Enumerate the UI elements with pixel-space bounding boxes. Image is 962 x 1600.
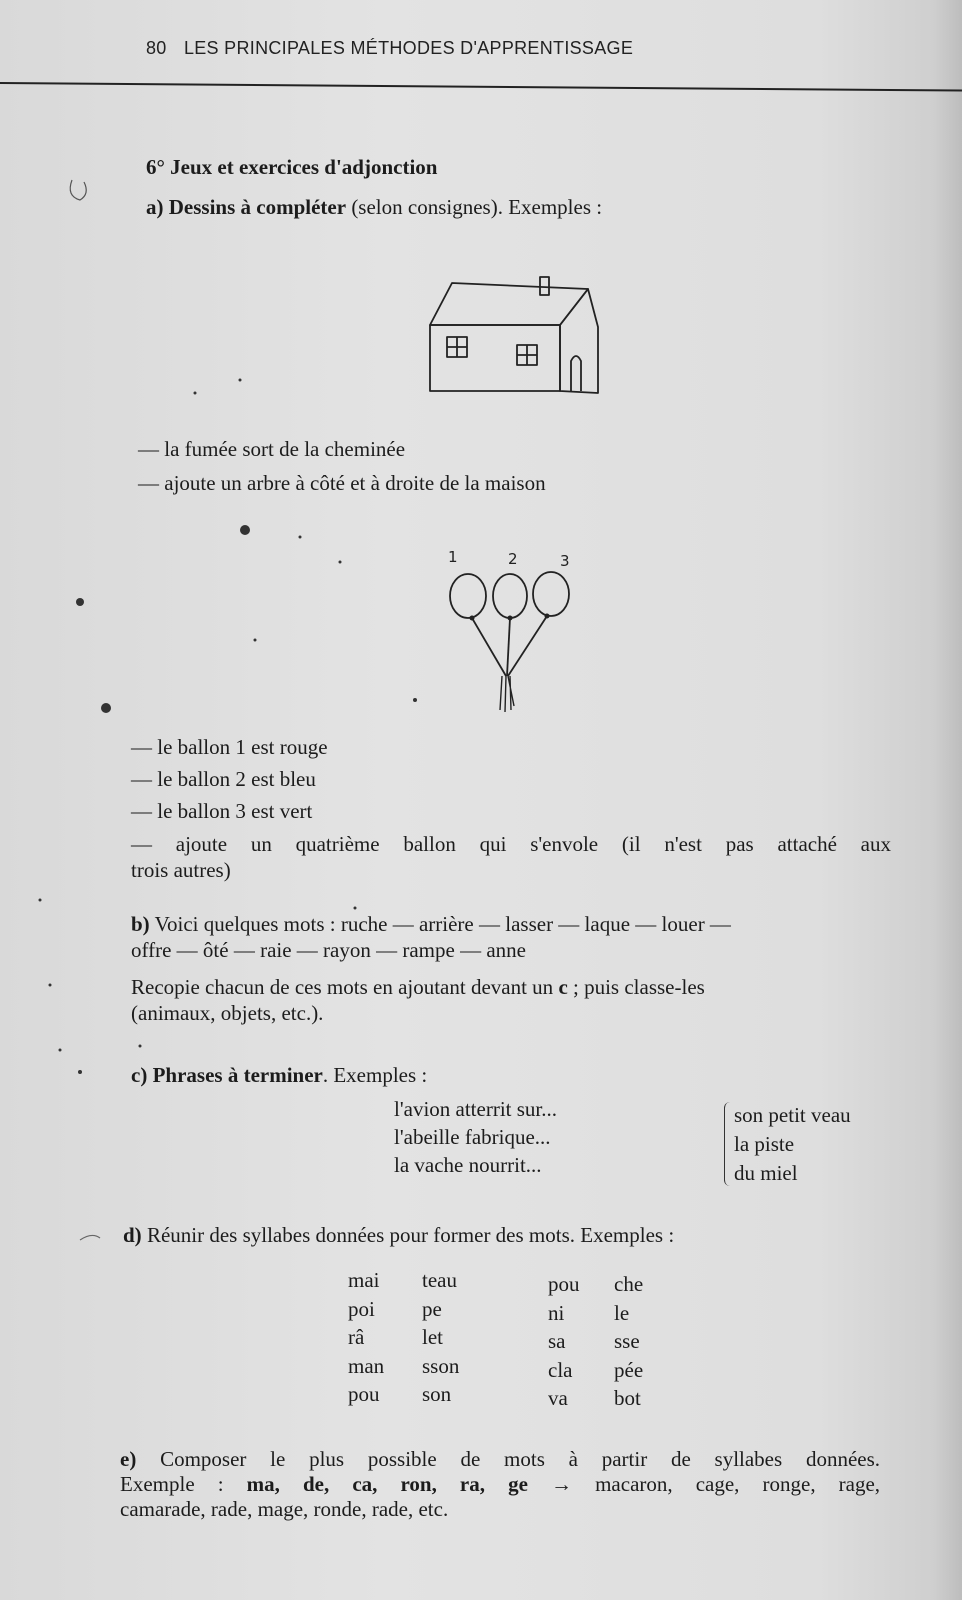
- syllable: teau: [422, 1268, 457, 1292]
- part-a-rest: (selon consignes). Exemples :: [351, 195, 603, 219]
- syllable: le: [614, 1300, 630, 1325]
- part-c-title: Phrases à terminer: [152, 1063, 323, 1087]
- syllable: râ: [348, 1325, 365, 1349]
- syllable: bot: [614, 1386, 641, 1410]
- part-b-instruction-2: (animaux, objets, etc.).: [131, 1001, 324, 1025]
- syllable: va: [548, 1386, 568, 1410]
- page-number: 80: [146, 38, 167, 58]
- fourth-balloon-line-2: trois autres): [131, 858, 231, 882]
- fourth-balloon-line-1: — ajoute un quatrième ballon qui s'envole (il n'est pas attaché aux: [131, 832, 891, 856]
- balloon-instruction-1: — le ballon 1 est rouge: [131, 735, 328, 759]
- sentence-ending-1: son petit veau: [734, 1103, 851, 1127]
- syllable: ni: [548, 1300, 565, 1325]
- syllable: pou: [348, 1382, 380, 1406]
- part-e-arrow: →: [551, 1472, 572, 1496]
- balloon-instruction-3: — le ballon 3 est vert: [131, 799, 313, 823]
- syllable: pou: [548, 1272, 580, 1296]
- sentence-ending-3: du miel: [734, 1161, 798, 1185]
- part-b-instr-letter: c: [558, 975, 568, 999]
- part-e-text: Composer le plus possible de mots à partir de syllabes données.: [160, 1447, 881, 1471]
- part-c-rest: . Exemples :: [322, 1063, 428, 1087]
- part-a-title: Dessins à compléter: [168, 195, 347, 219]
- part-b-word-list-1: Voici quelques mots : ruche — arrière — lasser — laque — louer —: [154, 912, 731, 936]
- house-instruction-1: — la fumée sort de la cheminée: [138, 437, 406, 461]
- syllable: let: [422, 1325, 443, 1349]
- syllable: son: [422, 1382, 452, 1406]
- syllable: man: [348, 1353, 385, 1378]
- part-e-results: macaron, cage, ronge, rage,: [595, 1472, 881, 1496]
- part-e-line-3: camarade, rade, mage, ronde, rade, etc.: [120, 1497, 449, 1521]
- syllable: mai: [348, 1268, 380, 1292]
- balloon-number-2: 2: [508, 550, 518, 568]
- syllable: cla: [548, 1357, 573, 1382]
- syllable: pe: [422, 1296, 442, 1321]
- part-b-instr-post: ; puis classe-les: [573, 975, 705, 999]
- section-title: Jeux et exercices d'adjonction: [170, 155, 438, 179]
- balloon-number-3: 3: [560, 552, 570, 570]
- syllable: pée: [614, 1357, 644, 1382]
- sentence-ending-2: la piste: [734, 1132, 795, 1156]
- sentence-start-1: l'avion atterrit sur...: [394, 1097, 557, 1121]
- balloon-number-1: 1: [448, 548, 458, 566]
- running-title: LES PRINCIPALES MÉTHODES D'APPRENTISSAGE: [183, 38, 634, 58]
- part-b-label: b): [131, 912, 150, 936]
- syllable: sson: [422, 1353, 460, 1378]
- part-a-label: a): [146, 195, 164, 219]
- syllable: che: [614, 1272, 644, 1296]
- house-instruction-2: — ajoute un arbre à côté et à droite de la maison: [138, 471, 546, 495]
- part-c-label: c): [131, 1063, 148, 1087]
- part-d-label: d): [123, 1223, 142, 1247]
- part-d-text: Réunir des syllabes données pour former des mots. Exemples :: [146, 1223, 675, 1247]
- part-e-example-label: Exemple :: [120, 1472, 224, 1496]
- part-e-syllables: ma, de, ca, ron, ra, ge: [246, 1472, 528, 1496]
- sentence-start-2: l'abeille fabrique...: [394, 1125, 551, 1149]
- balloon-instruction-2: — le ballon 2 est bleu: [131, 767, 316, 791]
- syllable: sa: [548, 1329, 566, 1353]
- part-e-label: e): [120, 1447, 137, 1471]
- sentence-start-3: la vache nourrit...: [394, 1153, 542, 1177]
- syllable: sse: [614, 1329, 640, 1353]
- part-b-instr-pre: Recopie chacun de ces mots en ajoutant devant un: [131, 975, 554, 999]
- syllable: poi: [348, 1296, 375, 1321]
- part-b-word-list-2: offre — ôté — raie — rayon — rampe — anne: [131, 938, 526, 962]
- section-number: 6°: [146, 155, 165, 179]
